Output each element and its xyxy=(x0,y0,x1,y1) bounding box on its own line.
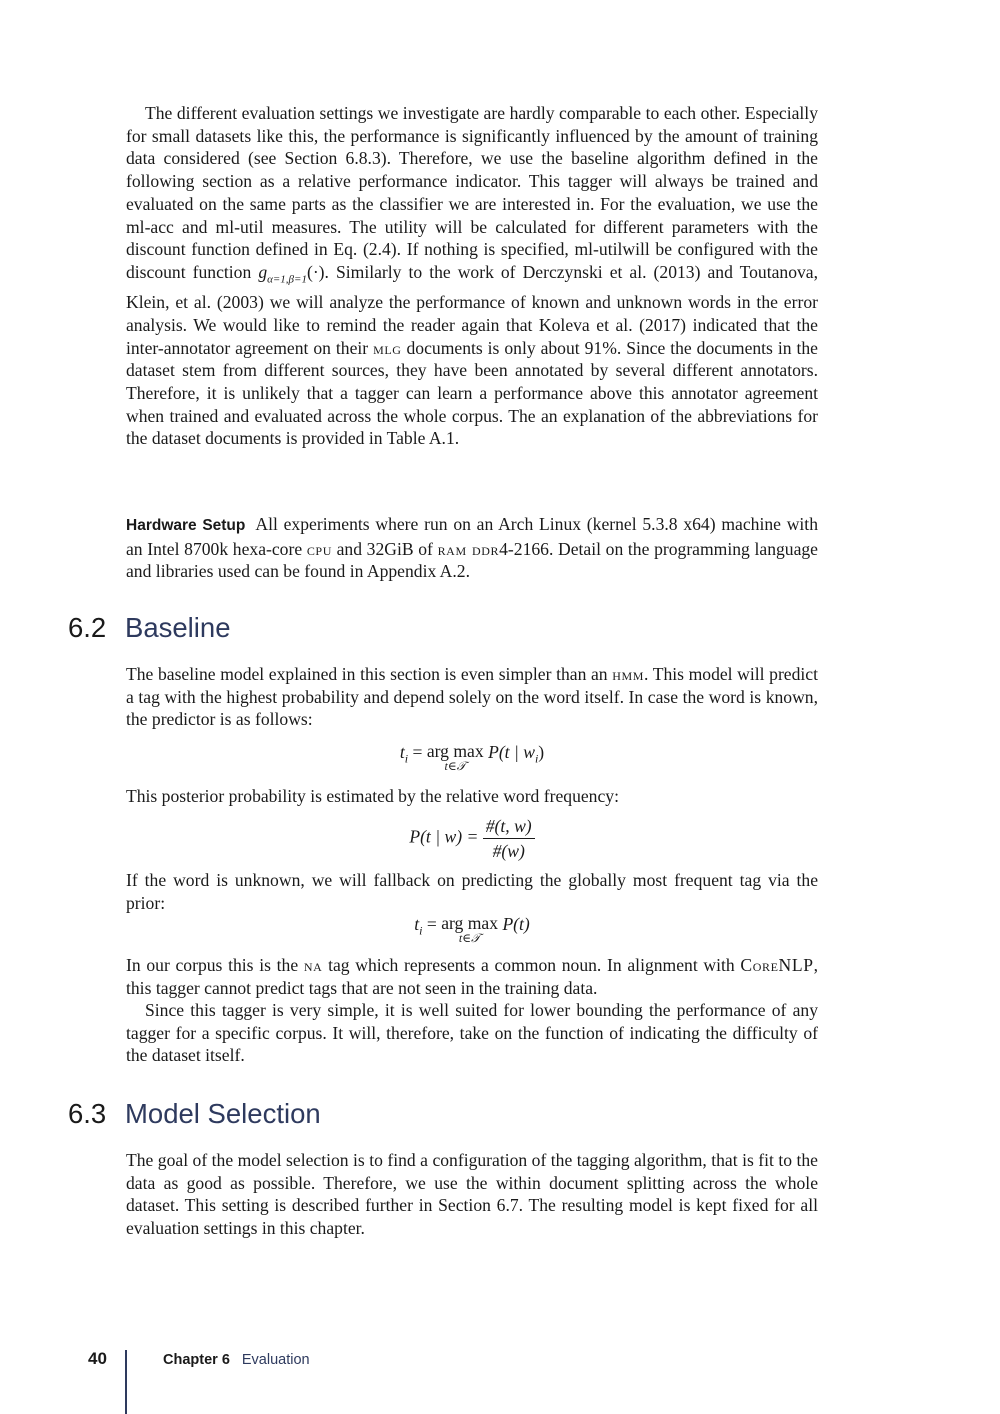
footer-divider xyxy=(125,1350,127,1414)
section-number: 6.2 xyxy=(68,612,107,643)
eq1-equals: = xyxy=(412,742,423,762)
baseline-paragraph-1 xyxy=(126,663,818,731)
intro-text-a: The different evaluation settings we investigate are hardly comparable to each other. Especially for small datasets like this, the performance is significantly influenced by the amount of training data considered (see Section 6.8.3). Therefore, we use the baseline algorithm defined in the following section as a relative performance indicator. This tagger will always be trained and evaluated on the same parts as the classifier we are interested in. For the evaluation, we use the ml-acc and ml-util measures. The utility will be calculated for different parameters with the discount function defined in Eq. (2.4). If nothing is specified, ml-utilwill be configured with the discount function xyxy=(126,103,818,282)
discount-fn-symbol: g xyxy=(258,261,268,282)
hardware-text-a: All experiments where run on an Arch Linux (kernel 5.3.8 x64) machine with an Intel 8700k hexa-core xyxy=(126,514,818,559)
equation-known-word xyxy=(126,742,818,772)
eq2-numerator: #(t, w) xyxy=(483,815,535,839)
intro-text-c: documents is only about 91%. Since the documents in the dataset stem from different sources, they have been annotated by several different annotators. Therefore, it is unlikely that a tagger can learn a performance above this annotator agreement when trained and evaluated across the whole corpus. The an explanation of the abbreviations for the dataset documents is provided in Table A.1. xyxy=(126,337,818,449)
eq1-argmax-under: t∈𝒯 xyxy=(444,759,466,773)
baseline-paragraph-3: If the word is unknown, we will fallback on predicting the globally most frequent tag via the prior: xyxy=(126,870,818,913)
hardware-text-b: and 32GiB of xyxy=(331,538,438,559)
eq2-denominator: #(w) xyxy=(492,841,525,861)
baseline-p4-text-b: tag which represents a common noun. In alignment with xyxy=(322,955,741,975)
eq1-rhs-close: ) xyxy=(538,742,545,762)
eq3-equals: = xyxy=(426,914,437,934)
eq3-lhs-sub: i xyxy=(419,923,423,938)
page-number: 40 xyxy=(88,1349,107,1368)
hardware-heading: Hardware Setup xyxy=(126,517,246,534)
equation-relative-frequency xyxy=(126,815,818,862)
ram-abbr: ram ddr xyxy=(437,538,500,559)
footer-chapter xyxy=(163,1352,310,1368)
chapter-title: Evaluation xyxy=(241,1352,310,1368)
eq1-argmax xyxy=(427,742,484,772)
eq3-argmax-op: arg max xyxy=(441,913,499,933)
baseline-paragraph-5: Since this tagger is very simple, it is well suited for lower bounding the performance of any tagger for a specific corpus. It will, therefore, take on the function of indicating the difficulty of the dataset itself. xyxy=(126,1000,818,1066)
hardware-text-c: 4-2166. Detail on the programming language and libraries used can be found in Appendix A.2. xyxy=(126,538,818,582)
hardware-paragraph xyxy=(126,513,818,583)
corenlp-name: CoreNLP xyxy=(740,955,814,975)
eq2-lhs: P(t | w) = xyxy=(409,826,479,847)
baseline-text-b: . This model will predict a tag with the highest probability and depend solely on the word itself. In case the word is known, the predictor is as follows: xyxy=(126,664,818,730)
section-title: Model Selection xyxy=(125,1098,321,1129)
discount-fn-subscript: α=1,β=1 xyxy=(267,273,307,286)
section-heading-model-selection xyxy=(68,1098,321,1130)
discount-fn-arg: (·) xyxy=(306,261,325,282)
eq3-rhs: P(t) xyxy=(502,914,530,934)
hmm-abbr: hmm xyxy=(612,664,645,684)
baseline-p4-text-a: In our corpus this is the xyxy=(126,955,304,975)
discount-function xyxy=(258,261,307,286)
eq3-lhs-var: t xyxy=(414,914,420,934)
baseline-paragraph-4 xyxy=(126,954,818,999)
na-abbr: na xyxy=(303,955,323,975)
eq1-lhs-var: t xyxy=(399,742,405,762)
baseline-paragraph-2: This posterior probability is estimated by the relative word frequency: xyxy=(126,786,619,806)
intro-text-b: . Similarly to the work of Derczynski et al. (2013) and Toutanova, Klein, et al. (2003) we will analyze the performance of known and unknown words in the error analysis. We would like to remind the reader again that Koleva et al. (2017) indicated that the inter-annotator agreement on their xyxy=(126,261,818,358)
section-heading-baseline xyxy=(68,612,231,644)
baseline-text-a: The baseline model explained in this section is even simpler than an xyxy=(126,664,613,684)
baseline-p4-text-c: , this tagger cannot predict tags that are not seen in the training data. xyxy=(126,955,818,998)
chapter-label: Chapter 6 xyxy=(163,1352,230,1368)
eq1-rhs-text: P(t | w xyxy=(488,742,535,762)
section-number: 6.3 xyxy=(68,1098,107,1129)
eq3-lhs xyxy=(414,914,423,938)
mlg-abbr: mlg xyxy=(373,337,402,358)
eq1-lhs xyxy=(399,742,409,766)
eq1-lhs-sub: i xyxy=(404,751,409,766)
eq3-argmax xyxy=(441,914,498,944)
eq1-rhs-sub: i xyxy=(534,751,539,766)
eq1-rhs xyxy=(488,742,545,766)
section-title: Baseline xyxy=(125,612,231,643)
eq3-argmax-under: t∈𝒯 xyxy=(458,931,481,945)
intro-paragraph xyxy=(126,102,818,450)
model-selection-paragraph: The goal of the model selection is to find a configuration of the tagging algorithm, that is fit to the data as good as possible. Therefore, we use the within document splitting across the whole dataset. This setting is described further in Section 6.7. The resulting model is kept fixed for all evaluation settings in this chapter. xyxy=(126,1150,818,1239)
eq1-argmax-op: arg max xyxy=(426,741,484,761)
eq2-fraction xyxy=(483,815,535,862)
equation-prior xyxy=(126,914,818,944)
cpu-abbr: cpu xyxy=(306,538,332,559)
